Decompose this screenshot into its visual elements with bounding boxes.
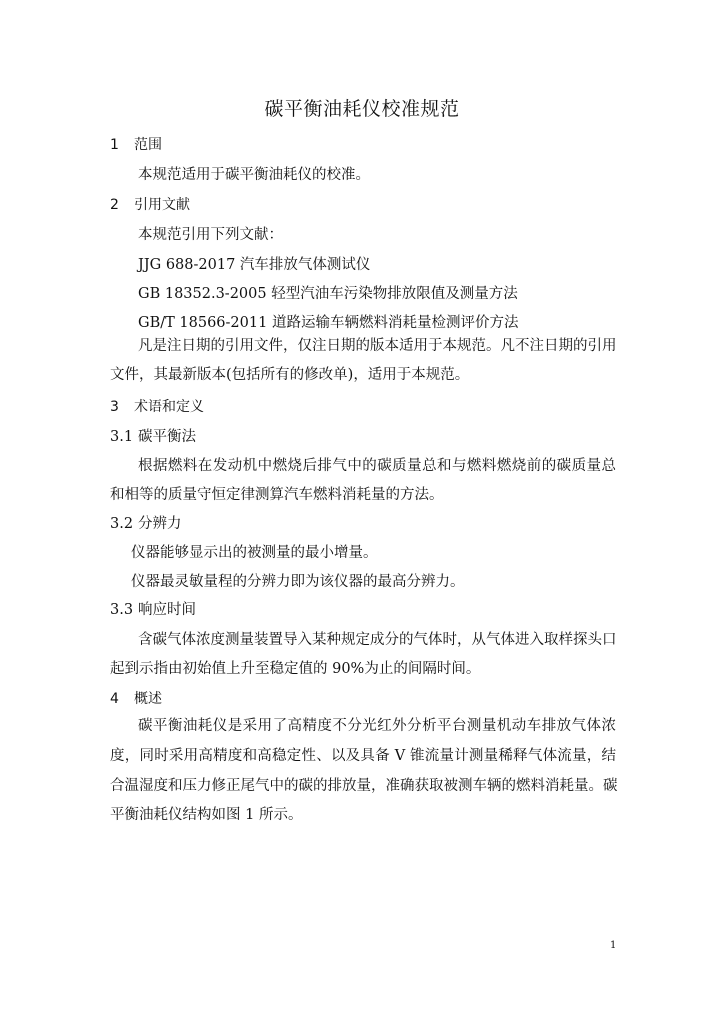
paragraph-line: 碳平衡油耗仪是采用了高精度不分光红外分析平台测量机动车排放气体浓 bbox=[138, 718, 616, 734]
section-2-heading bbox=[110, 195, 190, 215]
paragraph-line: 文件，其最新版本(包括所有的修改单)，适用于本规范。 bbox=[110, 367, 470, 383]
reference-item: GB/T 18566-2011 道路运输车辆燃料消耗量检测评价方法 bbox=[138, 315, 519, 331]
section-number: 4 bbox=[110, 691, 119, 707]
paragraph: 本规范适用于碳平衡油耗仪的校准。 bbox=[138, 167, 370, 183]
paragraph-line: 含碳气体浓度测量装置导入某种规定成分的气体时，从气体进入取样探头口 bbox=[138, 632, 617, 648]
paragraph-line: 和相等的质量守恒定律测算汽车燃料消耗量的方法。 bbox=[110, 487, 444, 503]
document-title: 碳平衡油耗仪校准规范 bbox=[264, 98, 460, 120]
subsection-title: 响应时间 bbox=[138, 602, 196, 618]
subsection-number: 3.1 bbox=[110, 429, 134, 445]
paragraph: 本规范引用下列文献： bbox=[138, 227, 283, 243]
paragraph-line: 凡是注日期的引用文件，仅注日期的版本适用于本规范。凡不注日期的引用 bbox=[138, 338, 617, 354]
subsection-3-1-heading bbox=[110, 427, 196, 447]
section-1-heading bbox=[110, 135, 162, 155]
section-3-heading bbox=[110, 397, 204, 417]
subsection-title: 分辨力 bbox=[138, 516, 182, 532]
paragraph-line: 度，同时采用高精度和高稳定性、以及具备 V 锥流量计测量稀释气体流量，结 bbox=[110, 748, 616, 764]
subsection-title: 碳平衡法 bbox=[138, 429, 196, 445]
section-number: 2 bbox=[110, 197, 119, 213]
section-number: 1 bbox=[110, 137, 119, 153]
paragraph-line: 平衡油耗仪结构如图 1 所示。 bbox=[110, 807, 303, 823]
reference-item: JJG 688-2017 汽车排放气体测试仪 bbox=[138, 257, 371, 273]
paragraph-line: 合温湿度和压力修正尾气中的碳的排放量，准确获取被测车辆的燃料消耗量。碳 bbox=[110, 778, 618, 794]
paragraph-line: 根据燃料在发动机中燃烧后排气中的碳质量总和与燃料燃烧前的碳质量总 bbox=[138, 458, 616, 474]
section-title: 概述 bbox=[134, 691, 162, 707]
paragraph: 仪器最灵敏量程的分辨力即为该仪器的最高分辨力。 bbox=[131, 574, 465, 590]
page-number: 1 bbox=[610, 940, 617, 951]
reference-item: GB 18352.3-2005 轻型汽油车污染物排放限值及测量方法 bbox=[138, 286, 518, 302]
section-number: 3 bbox=[110, 399, 119, 415]
subsection-number: 3.2 bbox=[110, 516, 134, 532]
paragraph-line: 起到示指由初始值上升至稳定值的 90%为止的间隔时间。 bbox=[110, 661, 481, 677]
section-title: 术语和定义 bbox=[134, 399, 204, 415]
section-title: 引用文献 bbox=[134, 197, 190, 213]
subsection-number: 3.3 bbox=[110, 602, 134, 618]
subsection-3-2-heading bbox=[110, 514, 182, 534]
section-4-heading bbox=[110, 689, 162, 709]
subsection-3-3-heading bbox=[110, 600, 196, 620]
section-title: 范围 bbox=[134, 137, 162, 153]
paragraph: 仪器能够显示出的被测量的最小增量。 bbox=[131, 545, 378, 561]
